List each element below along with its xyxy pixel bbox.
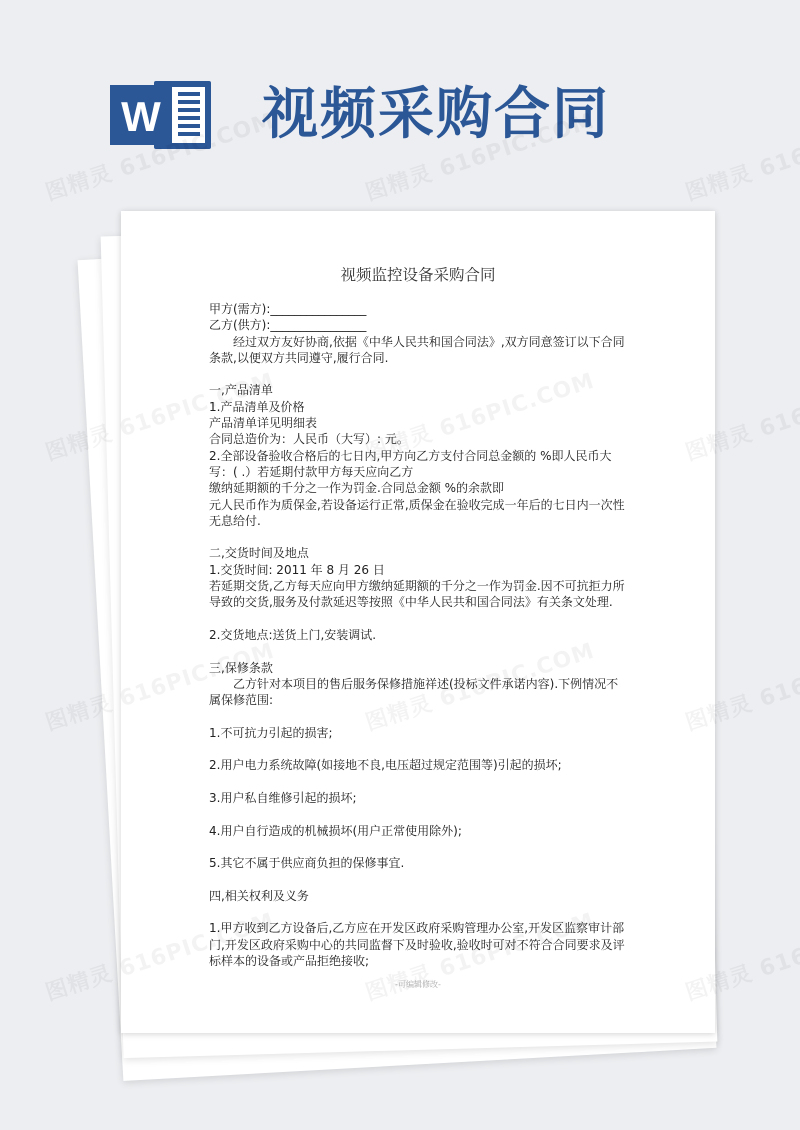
document-title: 视频监控设备采购合同 bbox=[340, 266, 496, 284]
blank-line bbox=[209, 871, 627, 887]
banner-title: 视频采购合同 bbox=[262, 81, 610, 147]
blank-line bbox=[209, 611, 627, 627]
document-body bbox=[209, 301, 627, 969]
blank-line bbox=[209, 806, 627, 822]
document-line: 三,保修条款 bbox=[209, 660, 273, 675]
blank-line bbox=[209, 529, 627, 545]
document-line: 属保修范围: bbox=[209, 693, 274, 708]
word-icon bbox=[108, 75, 213, 155]
document-footer: -可编辑修改- bbox=[395, 980, 441, 989]
document-line: 3.用户私自维修引起的损坏; bbox=[209, 790, 357, 805]
document-line: 1.甲方收到乙方设备后,乙方应在开发区政府采购管理办公室,开发区监察审计部 bbox=[209, 921, 625, 936]
blank-line bbox=[209, 774, 627, 790]
document-line: 门,开发区政府采购中心的共同监督下及时验收,验收时可对不符合合同要求及评 bbox=[209, 937, 625, 952]
document-line: 1.不可抗力引起的损害; bbox=[209, 725, 333, 740]
document-line: 无息给付. bbox=[209, 513, 261, 528]
blank-line bbox=[209, 366, 627, 382]
document-line: 2.用户电力系统故障(如接地不良,电压超过规定范围等)引起的损坏; bbox=[209, 758, 562, 773]
blank-line bbox=[209, 643, 627, 659]
document-line: 5.其它不属于供应商负担的保修事宜. bbox=[209, 856, 405, 871]
document-line: 乙方(供方):________________ bbox=[209, 318, 367, 333]
document-line: 条款,以便双方共同遵守,履行合同. bbox=[209, 350, 389, 365]
document-line: 乙方针对本项目的售后服务保修措施祥述(投标文件承诺内容).下例情况不 bbox=[233, 676, 619, 691]
document-line: 写：( .）若延期付款甲方每天应向乙方 bbox=[209, 464, 414, 479]
document-line: 导致的交货,服务及付款延迟等按照《中华人民共和国合同法》有关条文处理. bbox=[209, 595, 613, 610]
document-line: 一,产品清单 bbox=[209, 383, 273, 398]
document-line: 2.交货地点:送货上门,安装调试. bbox=[209, 627, 377, 642]
document-line: 合同总造价为：人民币（大写）: 元。 bbox=[209, 432, 409, 447]
blank-line bbox=[209, 708, 627, 724]
document-line: 产品清单详见明细表 bbox=[209, 416, 318, 431]
document-line: 经过双方友好协商,依据《中华人民共和国合同法》,双方同意签订以下合同 bbox=[233, 334, 625, 349]
blank-line bbox=[209, 839, 627, 855]
word-icon-letter: W bbox=[121, 93, 161, 140]
document-line: 二,交货时间及地点 bbox=[209, 546, 309, 561]
document-line: 甲方(需方):________________ bbox=[209, 302, 367, 316]
document-page bbox=[121, 211, 715, 1033]
document-line: 元人民币作为质保金,若设备运行正常,质保金在验收完成一年后的七日内一次性 bbox=[209, 497, 625, 512]
document-line: 4.用户自行造成的机械损坏(用户正常使用除外); bbox=[209, 823, 462, 838]
document-line: 标样本的设备或产品拒绝接收; bbox=[209, 953, 370, 968]
document-line: 1.交货时间: 2011 年 8 月 26 日 bbox=[209, 562, 385, 577]
watermark-text bbox=[681, 104, 800, 207]
blank-line bbox=[209, 904, 627, 920]
blank-line bbox=[209, 741, 627, 757]
document-line: 若延期交货,乙方每天应向甲方缴纳延期额的千分之一作为罚金.因不可抗拒力所 bbox=[209, 579, 625, 594]
document-line: 缴纳延期额的千分之一作为罚金.合同总金额 %的余款即 bbox=[209, 481, 505, 496]
document-line: 1.产品清单及价格 bbox=[209, 399, 305, 414]
document-line: 四,相关权利及义务 bbox=[209, 888, 309, 903]
document-line: 2.全部设备验收合格后的七日内,甲方向乙方支付合同总金额的 %即人民币大 bbox=[209, 448, 612, 463]
